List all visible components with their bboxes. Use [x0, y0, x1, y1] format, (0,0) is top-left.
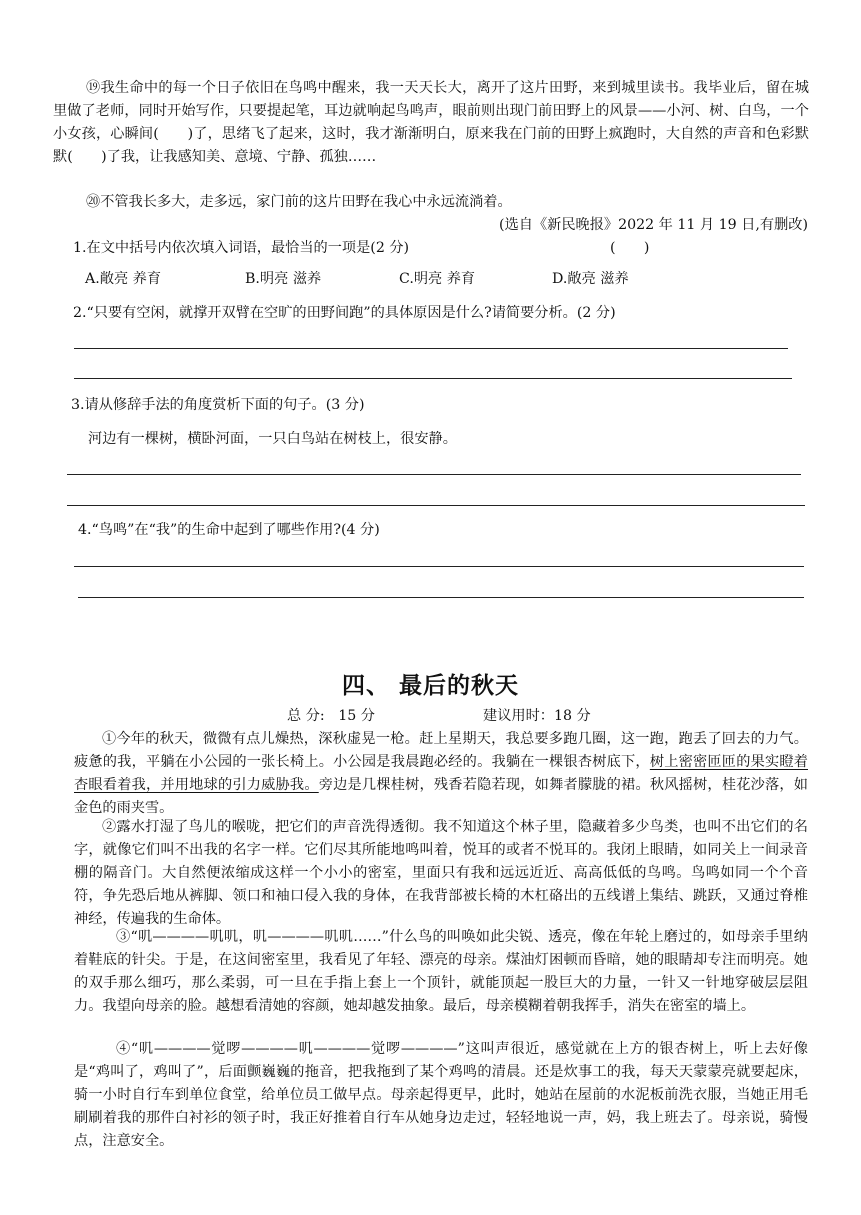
paragraph-1	[74, 728, 808, 820]
section-title: 四、 最后的秋天	[341, 673, 519, 699]
answer-line	[74, 348, 788, 349]
paragraph-1-text-b: 旁边是几棵桂树，残香若隐若现，如舞者朦胧的裙。秋风摇树，桂花沙落，如金色的雨夹雪。	[74, 777, 808, 816]
answer-line	[74, 566, 804, 567]
score-info	[287, 705, 375, 725]
option-c: C.明亮 养育	[399, 271, 476, 287]
question-4: 4.“鸟鸣”在“我”的生命中起到了哪些作用?(4 分)	[78, 522, 380, 538]
paragraph-4: ④“叽————觉啰————叽————觉啰————”这叫声很近，感觉就在上方的银杏树上，听上去好像是“鸡叫了，鸡叫了”，后面颤巍巍的拖音，把我拖到了某个鸡鸣的清晨。还是炊事工的我，每天天蒙蒙亮就要起床，骑一小时自行车到单位食堂，给单位员工做早点。母亲起得更早，此时，她站在屋前的水泥板前洗衣服，当她正用毛刷刷着我的那件白衬衫的领子时，我正好推着自行车从她身边走过，轻轻地说一声，妈，我上班去了。母亲说，骑慢点，注意安全。	[74, 1041, 808, 1149]
paragraph-2: ②露水打湿了鸟儿的喉咙，把它们的声音洗得透彻。我不知道这个林子里，隐藏着多少鸟类，也叫不出它们的名字，就像它们叫不出我的名字一样。它们尽其所能地鸣叫着，悦耳的或者不悦耳的。我闭上眼睛，如同关上一间录音棚的隔音门。大自然便浓缩成这样一个小小的密室，里面只有我和远远近近、高高低低的鸟鸣。鸟鸣如同一个个音符，争先恐后地从裤脚、领口和袖口侵入我的身体，在我背部被长椅的木杠硌出的五线谱上集结、跳跃，又通过脊椎神经，传遍我的生命体。	[74, 819, 808, 927]
question-1-options	[85, 268, 629, 288]
underlined-sentence: 树上密密匝匝的果实瞪着杏眼看着我，并用地球的引力威胁我。	[74, 754, 808, 793]
score-label: 总 分:	[287, 708, 325, 724]
option-d: D.敞亮 滋养	[552, 271, 629, 287]
question-2: 2.“只要有空闲，就撑开双臂在空旷的田野间跑”的具体原因是什么?请简要分析。(2 分)	[73, 305, 616, 321]
time-label: 建议用时：	[483, 708, 554, 724]
option-a: A.敞亮 养育	[85, 271, 162, 287]
time-value: 18 分	[553, 708, 591, 724]
answer-line	[67, 474, 801, 475]
paragraph-1-text-a: ①今年的秋天，微微有点儿燥热，深秋虚晃一枪。赶上星期天，我总要多跑几圈，这一跑，跑丢了回去的力气。疲惫的我，平躺在小公园的一张长椅上。小公园是我晨跑必经的。我躺在一棵银杏树底下，	[74, 731, 808, 770]
answer-line	[78, 597, 804, 598]
option-b: B.明亮 滋养	[245, 271, 322, 287]
source-citation: (选自《新民晚报》2022 年 11 月 19 日,有删改)	[499, 217, 808, 233]
paragraph-20: ⑳不管我长多大，走多远，家门前的这片田野在我心中永远流淌着。	[86, 194, 512, 210]
question-1-answer-bracket: ( )	[610, 240, 650, 256]
paragraph-3: ③“叽————叽叽，叽————叽叽……”什么鸟的叫唤如此尖锐、透亮，像在年轮上磨过的，如母亲手里纳着鞋底的针尖。于是，在这间密室里，我看见了年轻、漂亮的母亲。煤油灯困顿而昏暗，她的眼睛却专注而明亮。她的双手那么细巧，那么柔弱，可一旦在手指上套上一个顶针，就能顶起一股巨大的力量，一针又一针地穿破层层阻力。我望向母亲的脸。越想看清她的容颜，她却越发抽象。最后，母亲模糊着朝我挥手，消失在密室的墙上。	[74, 929, 808, 1014]
answer-line	[67, 505, 805, 506]
score-value: 15 分	[338, 708, 375, 724]
time-info	[483, 705, 591, 725]
question-1: 1.在文中括号内依次填入词语，最恰当的一项是(2 分)	[73, 240, 410, 256]
answer-line	[74, 378, 792, 379]
question-3: 3.请从修辞手法的角度赏析下面的句子。(3 分)	[71, 397, 365, 413]
question-3-sentence: 河边有一棵树，横卧河面，一只白鸟站在树枝上，很安静。	[88, 431, 457, 447]
paragraph-19: ⑲我生命中的每一个日子依旧在鸟鸣中醒来，我一天天长大，离开了这片田野，来到城里读书。我毕业后，留在城里做了老师，同时开始写作，只要提起笔，耳边就响起鸟鸣声，眼前则出现门前田野上的风景——小河、树、白鸟，一个小女孩，心瞬间( )了，思绪飞了起来，这时，我才渐渐明白，原来我在门前的田野上疯跑时，大自然的声音和色彩默默( )了我，让我感知美、意境、宁静、孤独……	[53, 80, 809, 165]
